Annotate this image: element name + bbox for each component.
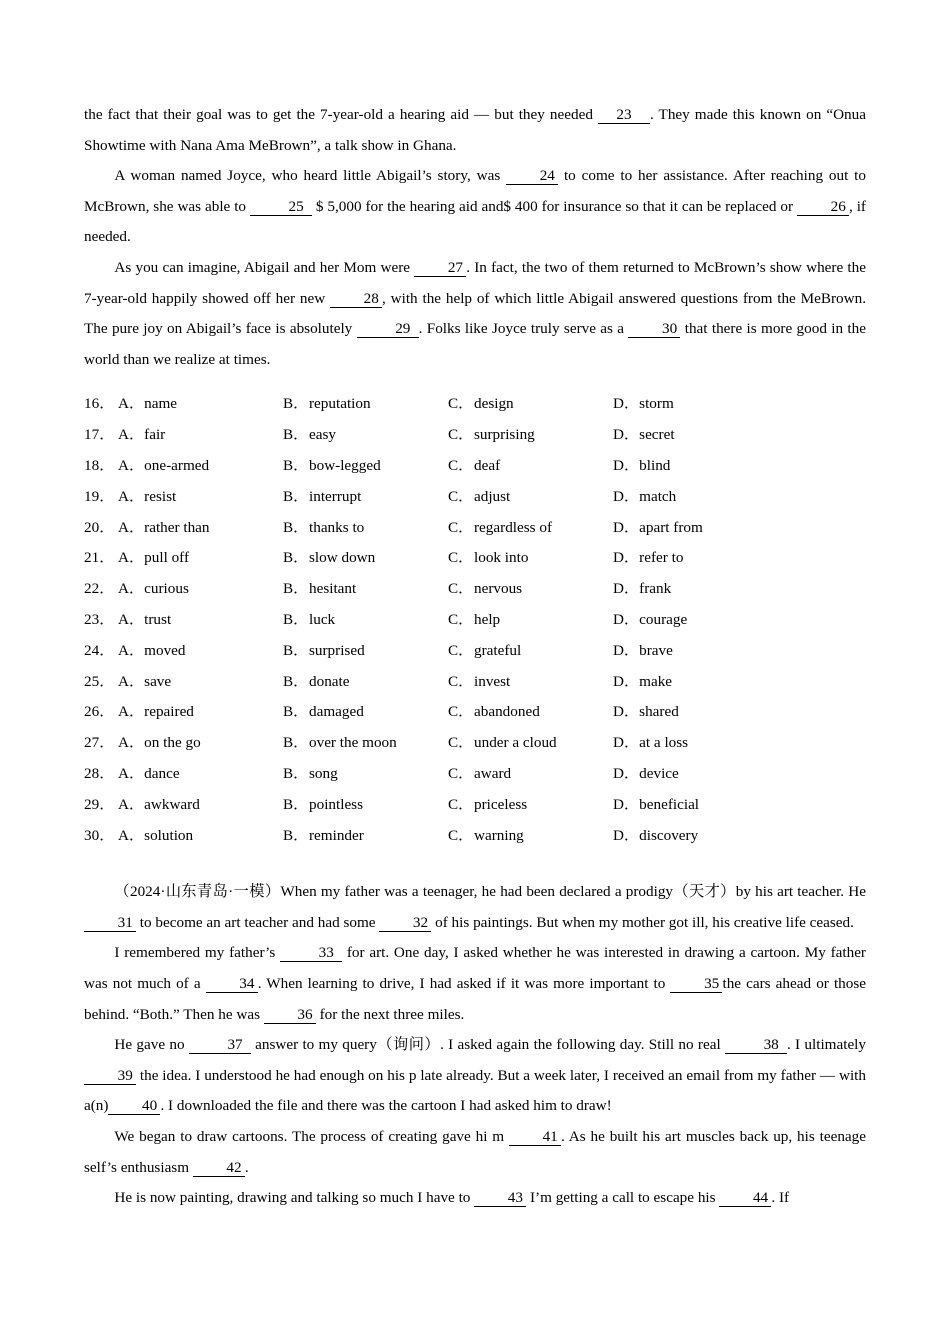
option-letter: A． <box>118 549 145 567</box>
question-row <box>84 667 866 698</box>
option-choice[interactable] <box>283 697 448 728</box>
paragraph-text: I’m getting a call to escape his <box>526 1189 720 1207</box>
option-text: nervous <box>474 580 523 598</box>
option-choice[interactable] <box>283 728 448 759</box>
paragraph <box>84 100 866 161</box>
option-letter: D． <box>613 487 640 505</box>
option-letter: D． <box>613 395 640 413</box>
answer-blank-34[interactable]: 34 <box>206 976 258 993</box>
question-number: 16． <box>84 395 115 413</box>
option-choice[interactable] <box>118 728 283 759</box>
option-text: grateful <box>474 641 522 659</box>
answer-blank-33[interactable]: 33 <box>280 945 342 962</box>
option-choice[interactable] <box>283 636 448 667</box>
option-letter: C． <box>448 518 474 536</box>
option-choice[interactable] <box>283 543 448 574</box>
option-letter: A． <box>118 580 145 598</box>
option-letter: A． <box>118 487 145 505</box>
paragraph <box>84 1030 866 1122</box>
option-choice[interactable] <box>283 482 448 513</box>
option-letter: A． <box>118 826 145 844</box>
option-letter: A． <box>118 734 145 752</box>
option-letter: C． <box>448 672 474 690</box>
option-choice[interactable] <box>448 697 613 728</box>
option-letter: D． <box>613 426 640 444</box>
paragraph-text: answer to my query（询问）. I asked again the following day. Still no real <box>250 1036 725 1054</box>
option-choice[interactable] <box>613 636 778 667</box>
option-choice[interactable] <box>448 482 613 513</box>
option-text: slow down <box>309 549 376 567</box>
option-text: refer to <box>639 549 684 567</box>
option-text: match <box>639 487 677 505</box>
option-letter: D． <box>613 580 640 598</box>
paragraph-text: to come to her assistance. After reaching out to McBrown, she was able to <box>84 167 866 215</box>
option-text: adjust <box>474 487 511 505</box>
paragraph-text: （2024·山东青岛·一模）When my father was a teenager, he had been declared a prodigy（天才）by his art teacher. He <box>114 883 866 901</box>
answer-blank-30[interactable]: 30 <box>628 321 680 338</box>
option-text: make <box>639 672 673 690</box>
option-choice[interactable] <box>613 790 778 821</box>
option-letter: A． <box>118 395 145 413</box>
option-letter: B． <box>283 456 309 474</box>
question-number: 28． <box>84 764 115 782</box>
option-choice[interactable] <box>118 513 283 544</box>
option-text: trust <box>144 610 172 628</box>
paragraph-text: for the next three miles. <box>315 1005 465 1023</box>
option-letter: B． <box>283 734 309 752</box>
option-letter: C． <box>448 764 474 782</box>
option-letter: B． <box>283 764 309 782</box>
option-text: dance <box>144 764 180 782</box>
paragraph-text: A woman named Joyce, who heard little Abigail’s story, was <box>114 167 507 185</box>
option-letter: A． <box>118 456 145 474</box>
option-text: one-armed <box>144 456 210 474</box>
option-letter: B． <box>283 641 309 659</box>
option-choice[interactable] <box>448 389 613 420</box>
option-letter: D． <box>613 518 640 536</box>
option-choice[interactable] <box>613 482 778 513</box>
option-letter: D． <box>613 672 640 690</box>
option-letter: C． <box>448 395 474 413</box>
option-choice[interactable] <box>283 605 448 636</box>
option-letter: D． <box>613 703 640 721</box>
paragraph-text: that there is more good in the world than we realize at times. <box>84 320 866 368</box>
option-choice[interactable] <box>613 451 778 482</box>
option-choice[interactable] <box>283 420 448 451</box>
option-text: storm <box>639 395 674 413</box>
paragraph <box>84 1183 866 1214</box>
option-letter: D． <box>613 826 640 844</box>
option-text: rather than <box>144 518 210 536</box>
paragraph <box>84 877 866 938</box>
option-text: resist <box>144 487 177 505</box>
option-text: warning <box>474 826 524 844</box>
option-choice[interactable] <box>613 389 778 420</box>
option-letter: B． <box>283 395 309 413</box>
option-text: at a loss <box>639 734 689 752</box>
option-text: device <box>639 764 679 782</box>
option-text: donate <box>309 672 350 690</box>
option-letter: A． <box>118 703 145 721</box>
answer-blank-37[interactable]: 37 <box>189 1037 251 1054</box>
question-row <box>84 790 866 821</box>
option-text: awkward <box>144 795 200 813</box>
paragraph-text: $ 5,000 for the hearing aid and$ 400 for insurance so that it can be replaced or <box>311 197 797 215</box>
option-letter: A． <box>118 672 145 690</box>
option-choice[interactable] <box>283 821 448 852</box>
answer-blank-39[interactable]: 39 <box>84 1068 136 1085</box>
paragraph-text: We began to draw cartoons. The process of creating gave hi m <box>114 1128 509 1146</box>
paragraph-text: He gave no <box>114 1036 189 1054</box>
option-choice[interactable] <box>283 389 448 420</box>
option-choice[interactable] <box>448 513 613 544</box>
option-letter: D． <box>613 610 640 628</box>
option-text: under a cloud <box>474 734 557 752</box>
option-text: abandoned <box>474 703 540 721</box>
answer-blank-44[interactable]: 44 <box>719 1190 771 1207</box>
question-number: 27． <box>84 734 115 752</box>
question-number: 19． <box>84 487 115 505</box>
question-row <box>84 821 866 852</box>
option-choice[interactable] <box>613 697 778 728</box>
passage-1-options-list <box>84 389 866 851</box>
option-letter: D． <box>613 549 640 567</box>
question-number: 22． <box>84 580 115 598</box>
option-letter: B． <box>283 795 309 813</box>
option-choice[interactable] <box>448 420 613 451</box>
option-choice[interactable] <box>118 389 283 420</box>
option-choice[interactable] <box>613 605 778 636</box>
option-text: regardless of <box>474 518 553 536</box>
question-number: 18． <box>84 456 115 474</box>
option-choice[interactable] <box>448 790 613 821</box>
option-text: hesitant <box>309 580 357 598</box>
option-text: help <box>474 610 501 628</box>
paragraph-text: . If <box>771 1189 790 1207</box>
passage-2-body <box>84 877 866 1214</box>
question-row <box>84 759 866 790</box>
answer-blank-27[interactable]: 27 <box>414 260 466 277</box>
question-number: 24． <box>84 641 115 659</box>
option-letter: A． <box>118 795 145 813</box>
answer-blank-43[interactable]: 43 <box>474 1190 526 1207</box>
option-text: deaf <box>474 456 501 474</box>
option-choice[interactable] <box>118 543 283 574</box>
answer-blank-23[interactable]: 23 <box>598 107 650 124</box>
option-letter: D． <box>613 764 640 782</box>
option-choice[interactable] <box>613 420 778 451</box>
option-text: interrupt <box>309 487 362 505</box>
option-text: easy <box>309 426 336 444</box>
option-choice[interactable] <box>118 697 283 728</box>
option-choice[interactable] <box>118 667 283 698</box>
paragraph-text: As you can imagine, Abigail and her Mom were <box>114 258 415 276</box>
option-letter: C． <box>448 549 474 567</box>
question-number: 23． <box>84 610 115 628</box>
option-choice[interactable] <box>283 574 448 605</box>
option-text: fair <box>144 426 166 444</box>
option-letter: C． <box>448 426 474 444</box>
option-choice[interactable] <box>613 667 778 698</box>
option-text: save <box>144 672 172 690</box>
option-choice[interactable] <box>283 513 448 544</box>
option-text: reminder <box>309 826 364 844</box>
paragraph-text: the fact that their goal was to get the 7-year-old a hearing aid — but they needed <box>84 106 598 123</box>
option-choice[interactable] <box>613 728 778 759</box>
option-letter: C． <box>448 456 474 474</box>
paragraph <box>84 161 866 253</box>
option-choice[interactable] <box>283 790 448 821</box>
option-text: moved <box>144 641 186 659</box>
paragraph-text: . I downloaded the file and there was the cartoon I had asked him to draw! <box>160 1097 612 1115</box>
question-number: 25． <box>84 672 115 690</box>
answer-blank-32[interactable]: 32 <box>379 915 431 932</box>
paragraph-text: . As he built his art muscles back up, his teenage self’s enthusiasm <box>84 1128 866 1176</box>
option-letter: B． <box>283 487 309 505</box>
question-row <box>84 513 866 544</box>
option-choice[interactable] <box>283 667 448 698</box>
option-choice[interactable] <box>118 482 283 513</box>
option-letter: B． <box>283 580 309 598</box>
option-text: brave <box>639 641 673 659</box>
paragraph-text: . When learning to drive, I had asked if it was more important to <box>257 975 671 993</box>
question-number: 21． <box>84 549 115 567</box>
option-text: blind <box>639 456 671 474</box>
option-text: frank <box>639 580 672 598</box>
option-text: invest <box>474 672 511 690</box>
paragraph-text: . In fact, the two of them returned to McBrown’s show where the 7-year-old happily showed off her new <box>84 258 866 307</box>
paragraph-text: . Folks like Joyce truly serve as a <box>418 320 629 338</box>
option-letter: A． <box>118 610 145 628</box>
option-letter: B． <box>283 426 309 444</box>
option-text: solution <box>144 826 194 844</box>
option-choice[interactable] <box>448 605 613 636</box>
option-choice[interactable] <box>613 821 778 852</box>
paragraph-text: . <box>244 1158 249 1176</box>
option-text: name <box>144 395 178 413</box>
option-letter: C． <box>448 580 474 598</box>
option-choice[interactable] <box>613 513 778 544</box>
option-letter: C． <box>448 734 474 752</box>
option-choice[interactable] <box>448 728 613 759</box>
question-row <box>84 482 866 513</box>
passage-1-body <box>84 100 866 375</box>
question-number: 17． <box>84 426 115 444</box>
option-text: award <box>474 764 512 782</box>
option-choice[interactable] <box>448 759 613 790</box>
option-text: reputation <box>309 395 371 413</box>
question-number: 26． <box>84 703 115 721</box>
question-row <box>84 451 866 482</box>
option-choice[interactable] <box>613 759 778 790</box>
option-letter: C． <box>448 826 474 844</box>
question-row <box>84 420 866 451</box>
option-text: beneficial <box>639 795 700 813</box>
option-text: design <box>474 395 514 413</box>
paragraph-text: of his paintings. But when my mother got ill, his creative life ceased. <box>431 913 854 931</box>
question-row <box>84 636 866 667</box>
question-number: 30． <box>84 826 115 844</box>
option-letter: C． <box>448 795 474 813</box>
option-text: pointless <box>309 795 364 813</box>
option-choice[interactable] <box>283 451 448 482</box>
option-letter: C． <box>448 641 474 659</box>
option-text: shared <box>639 703 679 721</box>
question-row <box>84 543 866 574</box>
paragraph <box>84 253 866 375</box>
option-text: discovery <box>639 826 699 844</box>
option-letter: A． <box>118 426 145 444</box>
question-number: 29． <box>84 795 115 813</box>
paragraph-text: . I ultimately <box>786 1036 866 1054</box>
option-letter: D． <box>613 641 640 659</box>
option-choice[interactable] <box>118 759 283 790</box>
paragraph <box>84 1122 866 1183</box>
option-choice[interactable] <box>118 451 283 482</box>
option-text: apart from <box>639 518 703 536</box>
option-choice[interactable] <box>118 636 283 667</box>
option-choice[interactable] <box>118 821 283 852</box>
option-letter: B． <box>283 672 309 690</box>
option-choice[interactable] <box>448 636 613 667</box>
answer-blank-38[interactable]: 38 <box>725 1037 787 1054</box>
paragraph-text: the idea. I understood he had enough on his p late already. But a week later, I received an email from my father — with a(n) <box>84 1066 866 1115</box>
option-choice[interactable] <box>448 451 613 482</box>
option-choice[interactable] <box>283 759 448 790</box>
option-text: thanks to <box>309 518 365 536</box>
option-text: over the moon <box>309 734 397 752</box>
option-choice[interactable] <box>613 543 778 574</box>
option-choice[interactable] <box>118 605 283 636</box>
option-letter: B． <box>283 703 309 721</box>
paragraph-text: I remembered my father’s <box>114 944 281 962</box>
option-text: pull off <box>144 549 190 567</box>
option-letter: A． <box>118 764 145 782</box>
option-letter: B． <box>283 518 309 536</box>
option-text: on the go <box>144 734 201 752</box>
option-letter: A． <box>118 518 145 536</box>
option-choice[interactable] <box>118 790 283 821</box>
option-text: surprised <box>309 641 365 659</box>
answer-blank-29[interactable]: 29 <box>357 321 419 338</box>
option-text: repaired <box>144 703 194 721</box>
option-text: priceless <box>474 795 528 813</box>
option-text: damaged <box>309 703 364 721</box>
paragraph-text: . They made this known on “Onua Showtime with Nana Ama MeBrown”, a talk show in Ghana. <box>84 106 866 154</box>
answer-blank-36[interactable]: 36 <box>264 1007 316 1024</box>
option-text: song <box>309 764 338 782</box>
option-text: look into <box>474 549 529 567</box>
option-choice[interactable] <box>448 821 613 852</box>
question-number: 20． <box>84 518 115 536</box>
answer-blank-24[interactable]: 24 <box>506 168 558 185</box>
paragraph-text: He is now painting, drawing and talking so much I have to <box>114 1189 475 1207</box>
option-letter: D． <box>613 795 640 813</box>
paragraph-text: for art. One day, I asked whether he was interested in drawing a cartoon. My father was not much of a <box>84 944 866 993</box>
answer-blank-25[interactable]: 25 <box>250 199 312 216</box>
option-letter: A． <box>118 641 145 659</box>
paragraph-text: , with the help of which little Abigail answered questions from the MeBrown. The pure joy on Abigail’s face is absolutely <box>84 289 866 338</box>
answer-blank-31[interactable]: 31 <box>84 915 136 932</box>
question-row <box>84 605 866 636</box>
option-letter: C． <box>448 610 474 628</box>
paragraph-text: the cars ahead or those behind. “Both.” Then he was <box>84 975 867 1023</box>
option-choice[interactable] <box>118 574 283 605</box>
option-choice[interactable] <box>448 667 613 698</box>
option-choice[interactable] <box>118 420 283 451</box>
option-letter: D． <box>613 456 640 474</box>
option-text: courage <box>639 610 688 628</box>
option-choice[interactable] <box>613 574 778 605</box>
option-letter: B． <box>283 610 309 628</box>
option-text: bow-legged <box>309 456 381 474</box>
question-row <box>84 574 866 605</box>
paragraph-text: to become an art teacher and had some <box>136 913 380 931</box>
option-choice[interactable] <box>448 574 613 605</box>
option-text: curious <box>144 580 189 598</box>
paragraph-text: , if needed. <box>84 197 866 246</box>
paragraph <box>84 938 866 1030</box>
answer-blank-26[interactable]: 26 <box>797 199 849 216</box>
answer-blank-35[interactable]: 35 <box>670 976 722 993</box>
answer-blank-42[interactable]: 42 <box>193 1160 245 1177</box>
option-choice[interactable] <box>448 543 613 574</box>
option-text: luck <box>309 610 336 628</box>
option-letter: B． <box>283 549 309 567</box>
question-row <box>84 389 866 420</box>
option-letter: D． <box>613 734 640 752</box>
question-row <box>84 697 866 728</box>
answer-blank-40[interactable]: 40 <box>108 1098 160 1115</box>
option-text: secret <box>639 426 675 444</box>
question-row <box>84 728 866 759</box>
option-letter: B． <box>283 826 309 844</box>
option-text: surprising <box>474 426 535 444</box>
option-letter: C． <box>448 703 474 721</box>
answer-blank-41[interactable]: 41 <box>509 1129 561 1146</box>
option-letter: C． <box>448 487 474 505</box>
answer-blank-28[interactable]: 28 <box>330 291 382 308</box>
